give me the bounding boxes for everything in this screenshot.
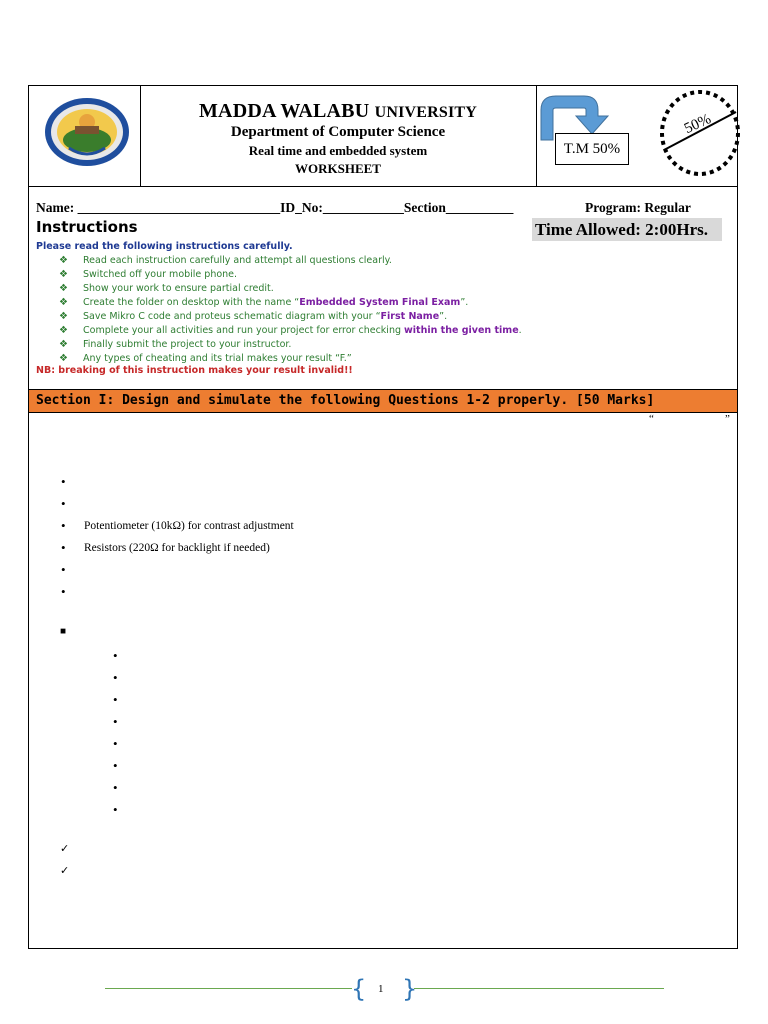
check-icon: ✓ [60,865,70,877]
worksheet-page [28,85,738,949]
doc-type: WORKSHEET [295,161,381,176]
square-bullet-icon: ■ [60,626,67,637]
university-main: MADDA WALABU [198,100,370,122]
total-marks-box: T.M 50% [555,133,629,165]
bullet-icon: • [61,474,66,489]
close-quote: ” [725,413,730,425]
diamond-bullet-icon: ❖ [59,339,68,350]
nb-warning: NB: breaking of this instruction makes your result invalid!! [36,365,353,376]
instruction-item: ❖ Any types of cheating and its trial makes your result “F.” [59,353,352,364]
sub-bullet-icon: • [113,736,118,751]
diamond-bullet-icon: ❖ [59,269,68,280]
instruction-item: ❖ Save Mikro C code and proteus schematic diagram with your “First Name”. [59,311,448,322]
sub-bullet-icon: • [113,780,118,795]
diamond-bullet-icon: ❖ [59,311,68,322]
header-table [29,86,737,187]
sub-bullet-icon: • [113,714,118,729]
instruction-item: ❖ Switched off your mobile phone. [59,269,238,280]
instruction-item: ❖ Read each instruction carefully and attempt all questions clearly. [59,255,392,266]
university-name [140,100,536,123]
sub-bullet-icon: • [113,670,118,685]
bullet-icon: • [61,562,66,577]
department-name: Department of Computer Science [230,124,446,140]
instruction-item: ❖ Show your work to ensure partial credit. [59,283,274,294]
sub-bullet-icon: • [113,692,118,707]
instruction-item: ❖ Create the folder on desktop with the name “Embedded System Final Exam”. [59,297,469,308]
instructions-list [59,254,522,366]
instructions-title: Instructions [36,218,138,236]
footer-line-left [105,988,352,989]
sub-bullet-icon: • [113,758,118,773]
bullet-icon: • [61,540,66,555]
logo-cell [29,86,141,186]
section-title: Section I: Design and simulate the following Questions 1-2 properly. [50 Marks] [36,393,655,408]
university-suffix: UNIVERSITY [374,104,478,121]
sub-bullet-icon: • [113,802,118,817]
check-icon: ✓ [60,843,70,855]
instruction-item: ❖ Complete your all activities and run your project for error checking within the given time. [59,325,522,336]
university-logo [29,86,140,186]
instruction-item: ❖ Finally submit the project to your instructor. [59,339,292,350]
stamp-percent: 50% [681,111,714,138]
percent-stamp [658,88,742,178]
component-item: Potentiometer (10kΩ) for contrast adjustment [84,520,294,532]
footer-line-right [414,988,664,989]
diamond-bullet-icon: ❖ [59,297,68,308]
diamond-bullet-icon: ❖ [59,255,68,266]
diamond-bullet-icon: ❖ [59,353,68,364]
bullet-icon: • [61,496,66,511]
left-brace-icon: { [351,975,367,1003]
diamond-bullet-icon: ❖ [59,283,68,294]
instructions-intro: Please read the following instructions carefully. [36,241,293,252]
title-cell [140,86,537,186]
section-header [29,389,737,413]
right-brace-icon: } [402,975,418,1003]
program-label: Program: Regular [585,200,691,215]
sub-bullet-icon: • [113,648,118,663]
info-fields: Name: ______________________________ID_No:____________Section__________ [36,200,514,215]
diamond-bullet-icon: ❖ [59,325,68,336]
course-name: Real time and embedded system [248,143,428,158]
page-number: 1 [378,983,384,995]
bullet-icon: • [61,584,66,599]
marks-cell [536,86,737,186]
open-quote: “ [649,413,654,425]
component-item: Resistors (220Ω for backlight if needed) [84,542,270,554]
student-info-line [36,200,691,216]
time-allowed: Time Allowed: 2:00Hrs. [532,218,722,241]
bullet-icon: • [61,518,66,533]
